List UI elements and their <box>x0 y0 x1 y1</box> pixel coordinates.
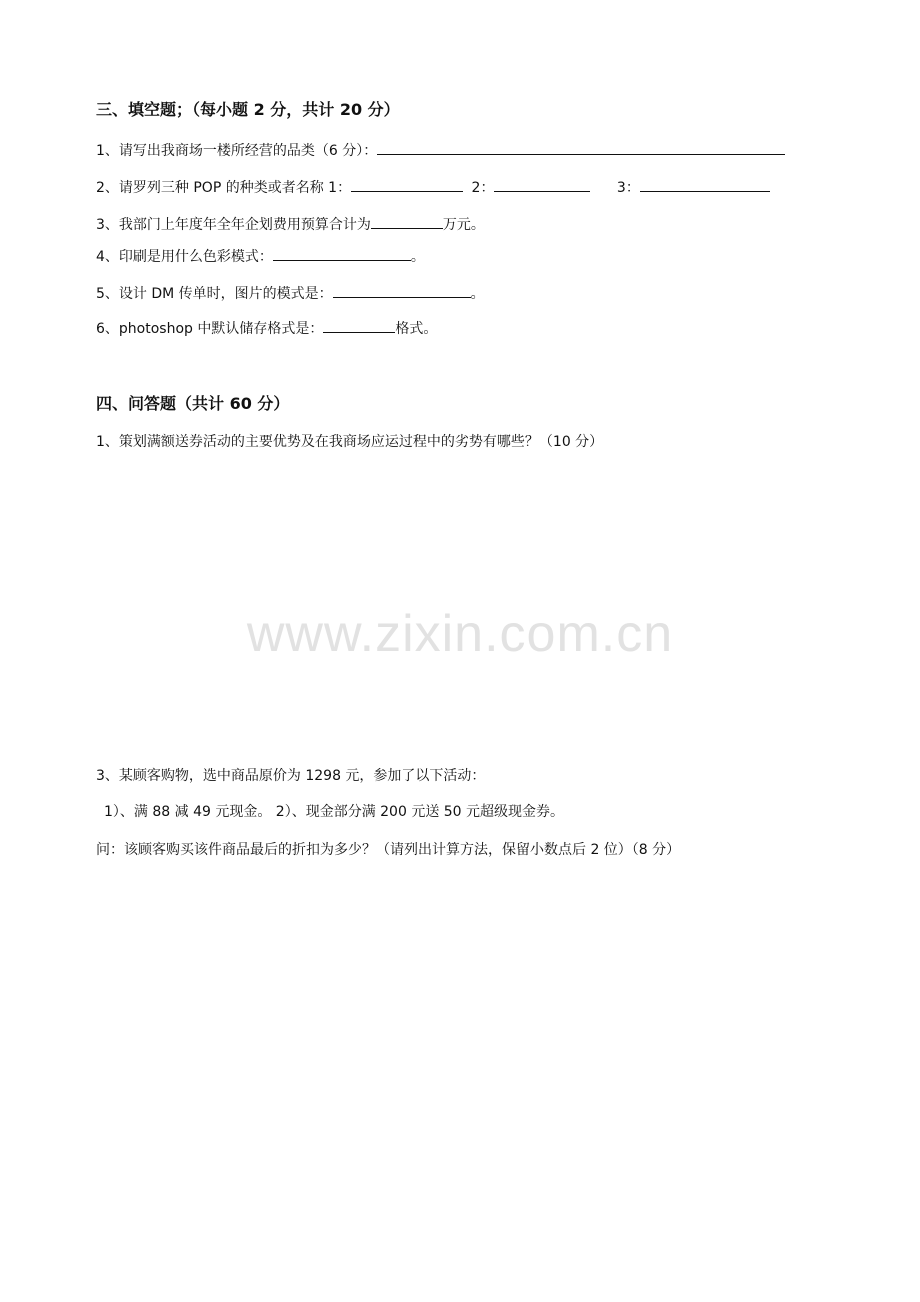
question-end: 。 <box>470 286 485 302</box>
answer-blank <box>333 282 471 298</box>
section4-heading: 四、问答题（共计 60 分） <box>96 394 290 413</box>
question-unit: 格式。 <box>395 321 438 337</box>
question-4-3-ask: 问：该顾客购买该件商品最后的折扣为多少？（请列出计算方法，保留小数点后 2 位）（8 分） <box>96 842 681 858</box>
blank-label-3: 3： <box>616 180 640 196</box>
question-3-1 <box>96 139 785 161</box>
question-text: 2、请罗列三种 POP 的种类或者名称 1： <box>96 180 352 196</box>
watermark: www.zixin.com.cn <box>246 605 674 663</box>
question-text: 4、印刷是用什么色彩模式： <box>96 249 273 265</box>
answer-blank-3 <box>640 176 770 192</box>
answer-blank <box>323 317 395 333</box>
answer-blank-1 <box>351 176 463 192</box>
question-3-2 <box>96 176 770 198</box>
question-3-6 <box>96 317 437 339</box>
question-text: 5、设计 DM 传单时，图片的模式是： <box>96 286 333 302</box>
question-3-3 <box>96 213 485 235</box>
question-end: 。 <box>410 249 425 265</box>
question-3-4 <box>96 245 425 267</box>
question-text: 3、我部门上年度年全年企划费用预算合计为 <box>96 217 371 233</box>
question-4-3: 3、某顾客购物，选中商品原价为 1298 元，参加了以下活动： <box>96 768 486 784</box>
question-text: 6、photoshop 中默认储存格式是： <box>96 321 324 337</box>
answer-blank-2 <box>494 176 590 192</box>
question-text: 1、请写出我商场一楼所经营的品类（6 分）： <box>96 143 378 159</box>
question-unit: 万元。 <box>442 217 485 233</box>
section3-heading: 三、填空题；（每小题 2 分，共计 20 分） <box>96 100 400 119</box>
question-4-1: 1、策划满额送券活动的主要优势及在我商场应运过程中的劣势有哪些？（10 分） <box>96 434 604 450</box>
blank-label-2: 2： <box>471 180 495 196</box>
question-3-5 <box>96 282 485 304</box>
answer-blank <box>377 139 785 155</box>
answer-blank <box>371 213 443 229</box>
question-4-3-activities: 1）、满 88 减 49 元现金。 2）、现金部分满 200 元送 50 元超级现金券。 <box>104 804 565 820</box>
answer-blank <box>273 245 411 261</box>
